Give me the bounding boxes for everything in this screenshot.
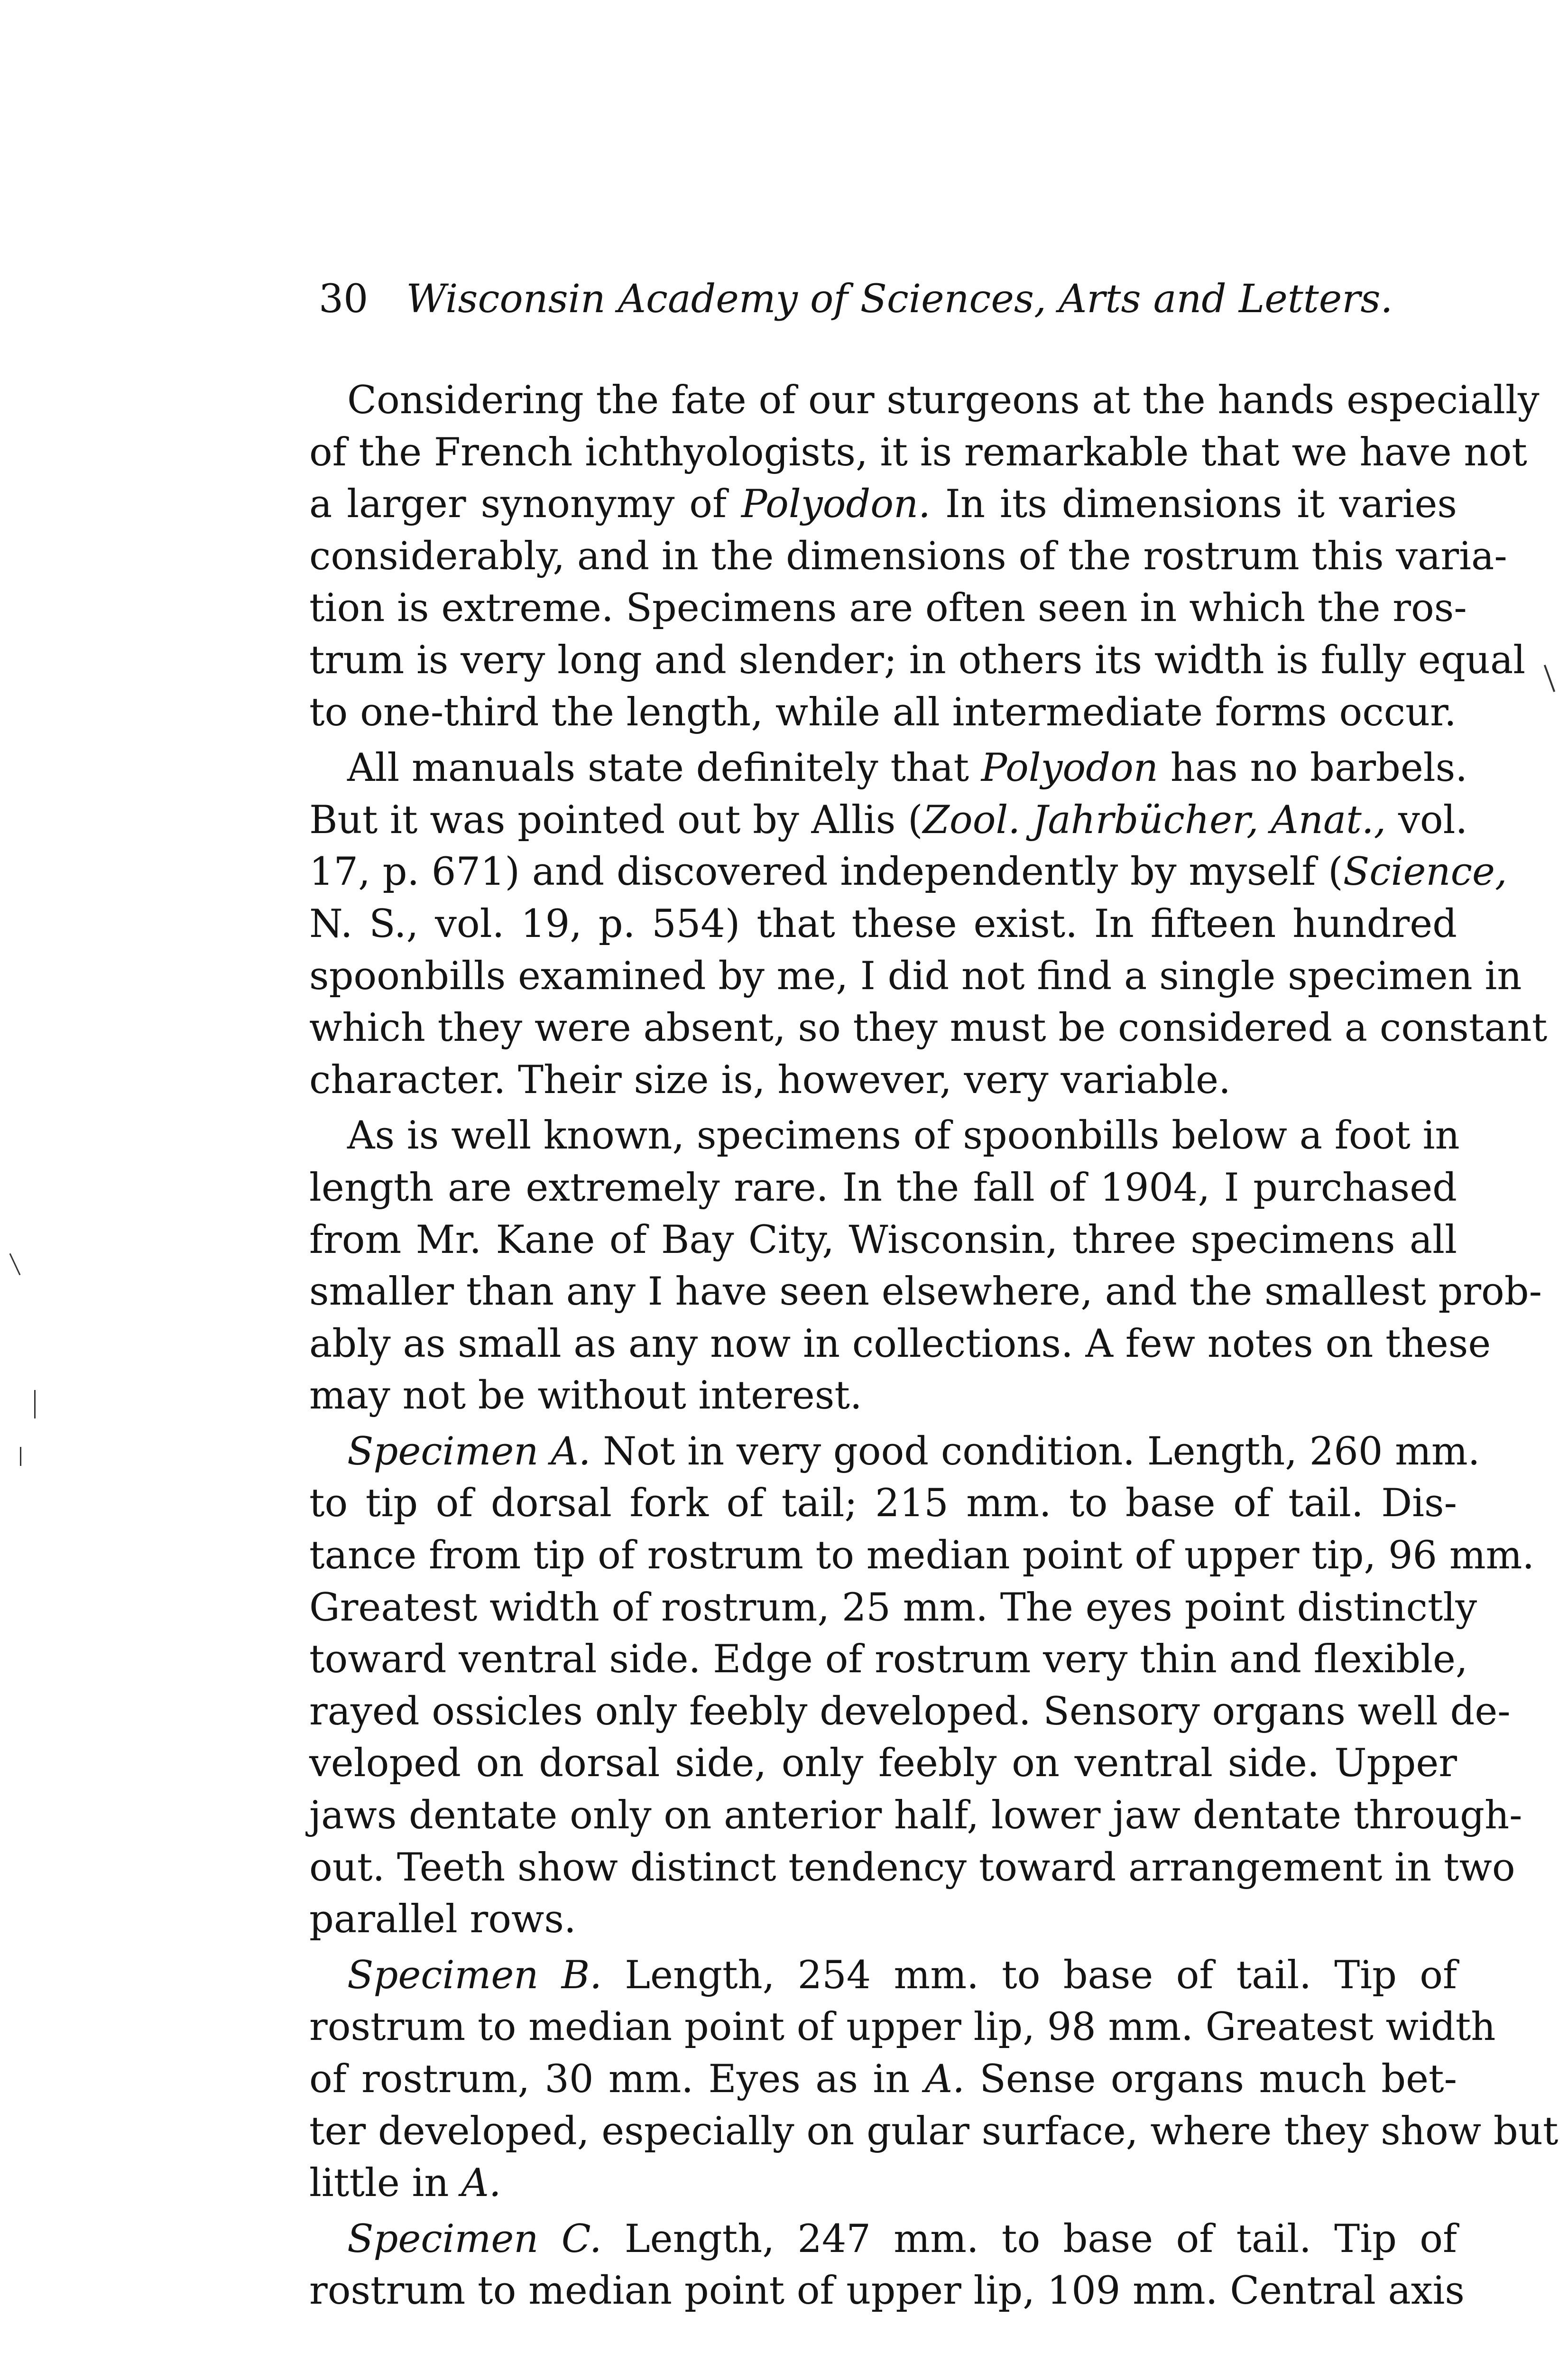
page-number: 30 (319, 277, 369, 322)
text-line (309, 951, 1522, 1003)
text-run: In its dimensions it varies (930, 482, 1457, 527)
text-run: rostrum to median point of upper lip, 109 mm. Central axis (309, 2269, 1465, 2314)
text-line (309, 1110, 1460, 1162)
text-run: of rostrum, 30 mm. Eyes as in (309, 2057, 925, 2102)
text-line (309, 2214, 1457, 2266)
italic-run: A. (461, 2161, 501, 2206)
text-line (309, 531, 1507, 583)
text-line (309, 1530, 1535, 1582)
text-run: tion is extreme. Specimens are often seen in which the ros- (309, 586, 1467, 631)
text-line (309, 1214, 1457, 1267)
text-line (309, 1002, 1548, 1055)
text-run: a larger synonymy of (309, 482, 741, 527)
text-run: Considering the fate of our sturgeons at the hands especially (347, 378, 1540, 423)
text-run: As is well known, specimens of spoonbills below a foot in (347, 1113, 1460, 1158)
text-line (309, 1790, 1522, 1842)
scan-mark (1544, 665, 1555, 692)
text-run: jaws dentate only on anterior half, lower jaw dentate through- (309, 1793, 1522, 1838)
text-line (309, 1370, 1457, 1422)
text-run: little in (309, 2161, 461, 2206)
text-run: out. Teeth show distinct tendency toward arrangement in two (309, 1845, 1515, 1890)
text-line (309, 1318, 1491, 1371)
text-run: rayed ossicles only feebly developed. Sensory organs well de- (309, 1689, 1511, 1734)
text-run: tance from tip of rostrum to median point of upper tip, 96 mm. (309, 1533, 1535, 1578)
text-line (309, 795, 1468, 847)
text-run: has no barbels. (1158, 746, 1468, 791)
text-run: Length, 254 mm. to base of tail. Tip of (601, 1953, 1457, 1998)
text-run: Not in very good condition. Length, 260 mm. (590, 1429, 1480, 1474)
text-line (309, 742, 1468, 795)
paragraph (309, 1950, 1559, 2210)
text-line (309, 1055, 1457, 1107)
text-line (309, 899, 1457, 951)
text-run: Sense organs much bet- (965, 2057, 1457, 2102)
paragraph (309, 1426, 1535, 1946)
text-line (309, 2001, 1496, 2054)
text-run: vol. (1386, 797, 1468, 843)
italic-run: Science, (1343, 850, 1507, 895)
scan-mark (34, 1390, 36, 1418)
text-run: toward ventral side. Edge of rostrum very thin and flexible, (309, 1637, 1468, 1682)
italic-run: A. (924, 2057, 965, 2102)
text-line (309, 1842, 1515, 1894)
text-run: Length, 247 mm. to base of tail. Tip of (601, 2216, 1457, 2261)
text-run: rostrum to median point of upper lip, 98 mm. Greatest width (309, 2005, 1496, 2050)
text-run: All manuals state definitely that (347, 746, 981, 791)
paragraph (309, 742, 1548, 1106)
italic-run: Polyodon (981, 746, 1158, 791)
text-line (309, 635, 1526, 687)
text-run: parallel rows. (309, 1897, 576, 1942)
text-run: length are extremely rare. In the fall of 1904, I purchased (309, 1165, 1457, 1210)
text-line (309, 1894, 1457, 1946)
text-run: But it was pointed out by Allis ( (309, 797, 923, 843)
italic-run: Zool. Jahrbücher, Anat., (922, 797, 1386, 843)
italic-run: Specimen C. (347, 2216, 602, 2261)
text-run: of the French ichthyologists, it is remarkable that we have not (309, 430, 1527, 475)
text-run: N. S., vol. 19, p. 554) that these exist. In fifteen hundred (309, 901, 1457, 946)
running-title: Wisconsin Academy of Sciences, Arts and Letters. (406, 277, 1393, 322)
paragraph (309, 375, 1540, 739)
text-line (309, 687, 1457, 739)
text-line (309, 2158, 1457, 2210)
text-run: veloped on dorsal side, only feebly on ventral side. Upper (309, 1741, 1457, 1786)
scan-mark (20, 1447, 21, 1466)
text-line (309, 1426, 1480, 1478)
text-line (309, 2265, 1465, 2317)
text-run: which they were absent, so they must be considered a constant (309, 1006, 1548, 1051)
text-run: smaller than any I have seen elsewhere, and the smallest prob- (309, 1269, 1542, 1315)
text-line (309, 427, 1527, 479)
text-line (309, 1582, 1477, 1634)
scan-mark (9, 1253, 21, 1276)
text-line (309, 375, 1540, 427)
italic-run: Specimen B. (347, 1953, 602, 1998)
text-run: spoonbills examined by me, I did not find a single specimen in (309, 954, 1522, 999)
text-line (309, 1162, 1457, 1214)
text-line (309, 1634, 1468, 1686)
paragraph (309, 2214, 1465, 2317)
text-run: to one-third the length, while all intermediate forms occur. (309, 690, 1457, 735)
text-line (309, 1478, 1457, 1530)
text-line (309, 1686, 1511, 1738)
text-line (309, 1266, 1542, 1318)
text-run: may not be without interest. (309, 1373, 862, 1418)
text-line (309, 2106, 1559, 2158)
text-run: Greatest width of rostrum, 25 mm. The eyes point distinctly (309, 1585, 1477, 1630)
text-line (309, 1950, 1457, 2002)
text-run: from Mr. Kane of Bay City, Wisconsin, three specimens all (309, 1217, 1457, 1262)
paragraph (309, 1110, 1542, 1422)
italic-run: Polyodon. (741, 482, 931, 527)
text-run: 17, p. 671) and discovered independently by myself ( (309, 850, 1343, 895)
text-line (309, 479, 1457, 531)
text-run: ably as small as any now in collections. A few notes on these (309, 1321, 1491, 1366)
text-line (309, 1738, 1457, 1790)
text-run: trum is very long and slender; in others its width is fully equal (309, 638, 1526, 683)
text-run: character. Their size is, however, very variable. (309, 1057, 1231, 1103)
text-line (309, 583, 1467, 635)
text-run: ter developed, especially on gular surface, where they show but (309, 2109, 1559, 2154)
text-run: to tip of dorsal fork of tail; 215 mm. to base of tail. Dis- (309, 1481, 1457, 1526)
italic-run: Specimen A. (347, 1429, 591, 1474)
body-text (309, 375, 1559, 2317)
text-run: considerably, and in the dimensions of the rostrum this varia- (309, 534, 1507, 579)
text-line (309, 846, 1507, 899)
text-line (309, 2054, 1457, 2106)
running-head (319, 273, 1467, 326)
